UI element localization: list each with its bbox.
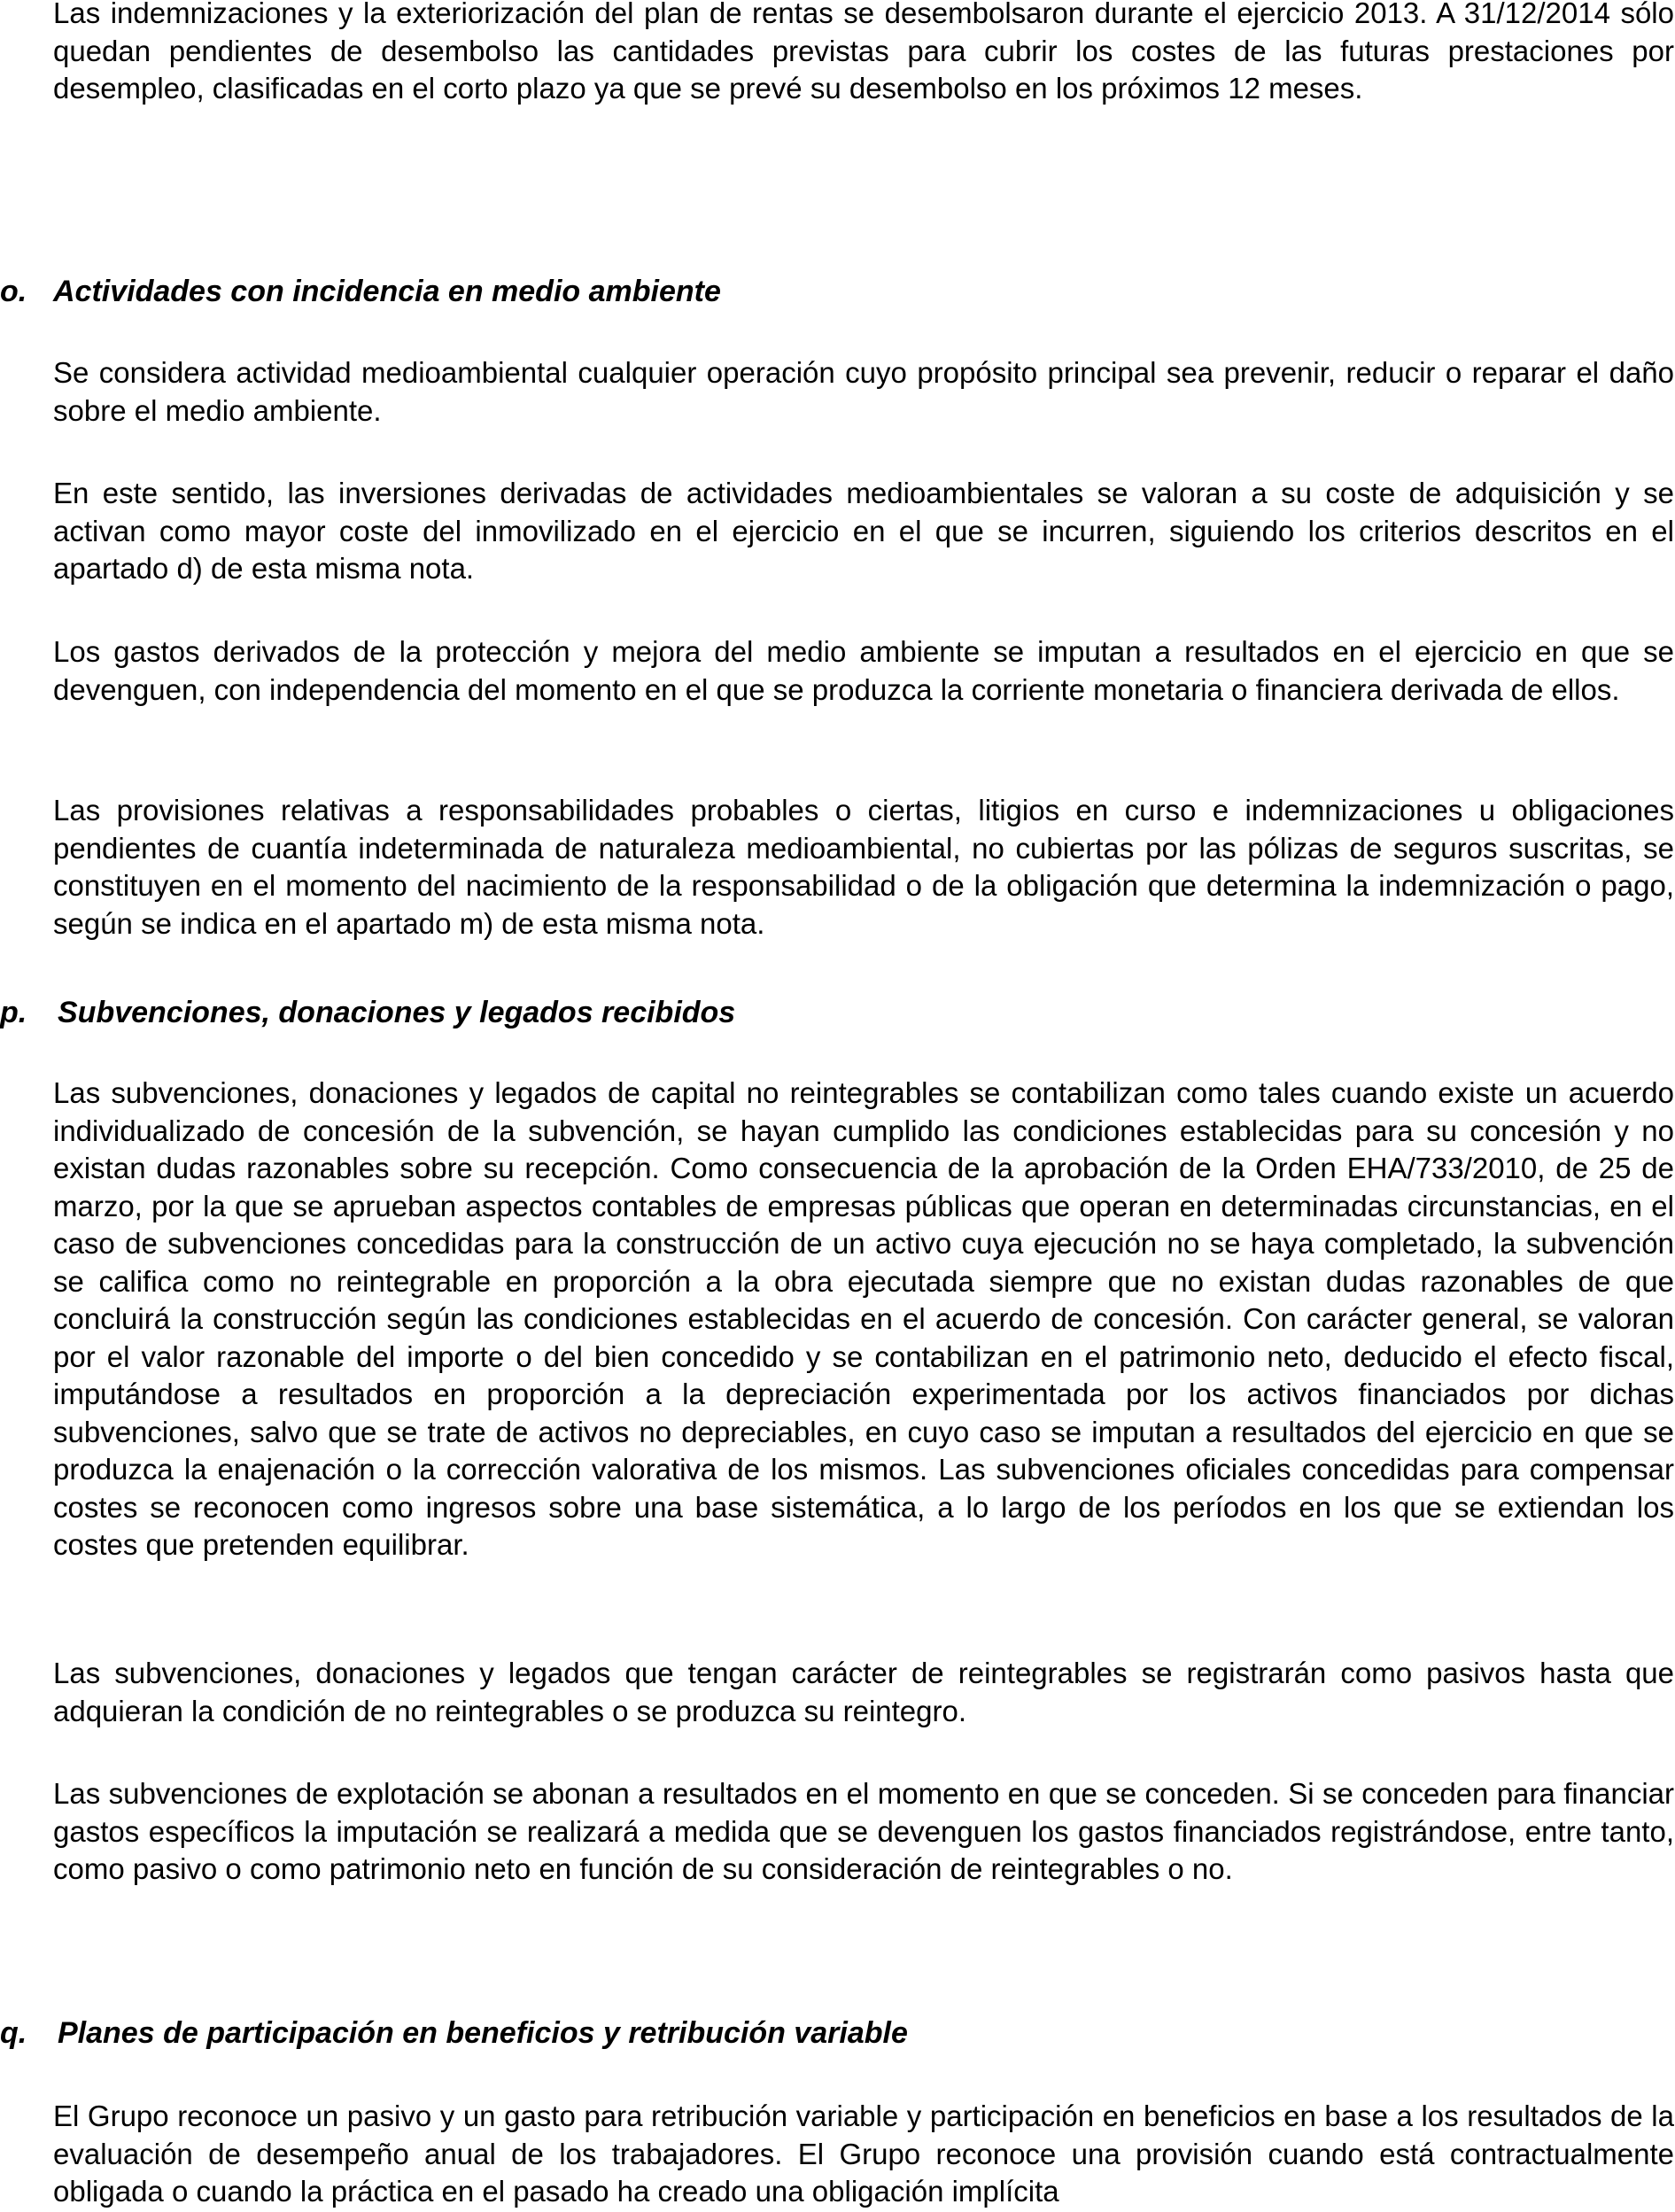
intro-paragraph: Las indemnizaciones y la exteriorización del plan de rentas se desembolsaron durante el ejercicio 2013. A 31/12/2014 sólo quedan pendientes de desembolso las cantidades previstas para cubrir los costes de las futuras prestaciones por desempleo, clasificadas en el corto plazo ya que se prevé su desembolso en los próximos 12 meses. [53,0,1674,105]
section-o-paragraph-1: Se considera actividad medioambiental cualquier operación cuyo propósito principal sea prevenir, reducir o reparar el daño sobre el medio ambiente. [53,356,1674,427]
section-o-paragraph-2: En este sentido, las inversiones derivadas de actividades medioambientales se valoran a su coste de adquisición y se activan como mayor coste del inmovilizado en el ejercicio en el que se incurren, siguiendo los criterios descritos en el apartado d) de esta misma nota. [53,477,1674,585]
section-p-letter: p. [0,996,27,1029]
section-p-paragraph-1: Las subvenciones, donaciones y legados de capital no reintegrables se contabilizan como tales cuando existe un acuerdo individualizado de concesión de la subvención, se hayan cumplido las condiciones establecidas para su concesión y no existan dudas razonables sobre su recepción. Como consecuencia de la aprobación de la Orden EHA/733/2010, de 25 de marzo, por la que se aprueban aspectos contables de empresas públicas que operan en determinadas circunstancias, en el caso de subvenciones concedidas para la construcción de un activo cuya ejecución no se haya completado, la subvención se califica como no reintegrable en proporción a la obra ejecutada siempre que no existan dudas razonables de que concluirá la construcción según las condiciones establecidas en el acuerdo de concesión. Con carácter general, se valoran por el valor razonable del importe o del bien concedido y se contabilizan en el patrimonio neto, deducido el efecto fiscal, imputándose a resultados en proporción a la depreciación experimentada por los activos financiados por dichas subvenciones, salvo que se trate de activos no depreciables, en cuyo caso se imputan a resultados del ejercicio en que se produzca la enajenación o la corrección valorativa de los mismos. Las subvenciones oficiales concedidas para compensar costes se reconocen como ingresos sobre una base sistemática, a lo largo de los períodos en los que se extiendan los costes que pretenden equilibrar. [53,1076,1674,1561]
section-o-letter: o. [0,275,27,308]
section-o-paragraph-4: Las provisiones relativas a responsabilidades probables o ciertas, litigios en curso e indemnizaciones u obligaciones pendientes de cuantía indeterminada de naturaleza medioambiental, no cubiertas por las pólizas de seguros suscritas, se constituyen en el momento del nacimiento de la responsabilidad o de la obligación que determina la indemnización o pago, según se indica en el apartado m) de esta misma nota. [53,794,1674,940]
section-o-paragraph-3: Los gastos derivados de la protección y mejora del medio ambiente se imputan a resultados en el ejercicio en que se devenguen, con independencia del momento en el que se produzca la corriente monetaria o financiera derivada de ellos. [53,635,1674,706]
section-o-title: Actividades con incidencia en medio ambiente [53,275,721,308]
section-p-title: Subvenciones, donaciones y legados recibidos [58,996,736,1029]
section-o-heading [0,273,721,310]
section-q-paragraph-1: El Grupo reconoce un pasivo y un gasto para retribución variable y participación en beneficios en base a los resultados de la evaluación de desempeño anual de los trabajadores. El Grupo reconoce una provisión cuando está contractualmente obligada o cuando la práctica en el pasado ha creado una obligación implícita [53,2099,1674,2208]
section-p-paragraph-2: Las subvenciones, donaciones y legados que tengan carácter de reintegrables se registrarán como pasivos hasta que adquieran la condición de no reintegrables o se produzca su reintegro. [53,1657,1674,1727]
section-q-heading [0,2014,908,2052]
section-p-heading [0,994,735,1031]
section-p-paragraph-3: Las subvenciones de explotación se abonan a resultados en el momento en que se conceden. Si se conceden para financiar gastos específicos la imputación se realizará a medida que se devenguen los gastos financiados registrándose, entre tanto, como pasivo o como patrimonio neto en función de su consideración de reintegrables o no. [53,1777,1674,1885]
section-q-title: Planes de participación en beneficios y retribución variable [58,2016,908,2050]
section-q-letter: q. [0,2016,27,2050]
